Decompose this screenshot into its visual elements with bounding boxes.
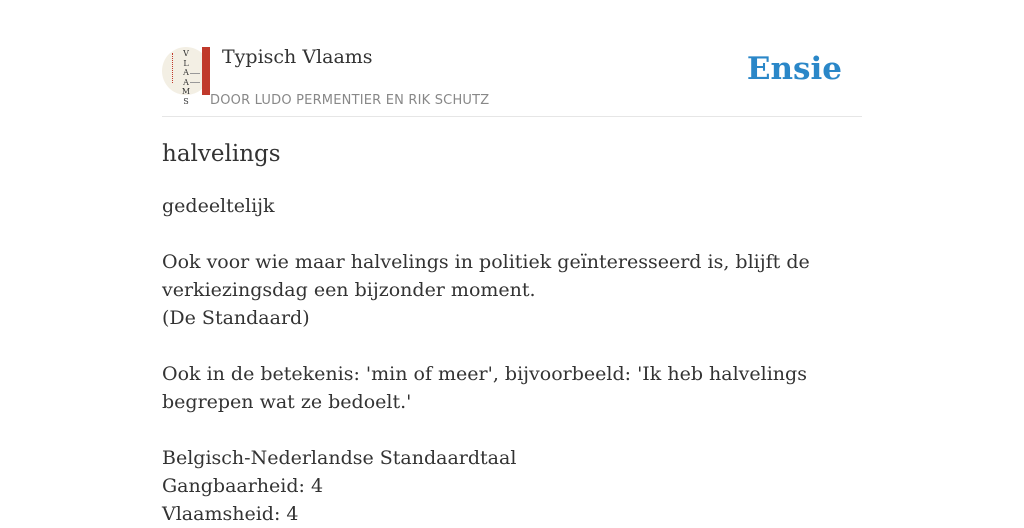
blog-title[interactable]: Typisch Vlaams xyxy=(222,46,373,68)
logo-lines xyxy=(190,73,200,83)
site-header xyxy=(162,44,862,117)
logo-letters: V L A A M S xyxy=(181,49,191,106)
example-quote: Ook voor wie maar halvelings in politiek geïnteresseerd is, blijft de verkiezingsdag een bijzonder moment. xyxy=(162,251,810,301)
ensie-brand-link[interactable]: Ensie xyxy=(746,51,842,87)
meta-vlaamsheid: Vlaamsheid: 4 xyxy=(162,503,299,525)
entry-title: halvelings xyxy=(162,141,281,167)
meta-gangbaarheid: Gangbaarheid: 4 xyxy=(162,475,324,497)
entry-example xyxy=(162,248,862,332)
logo-decoration xyxy=(172,53,175,83)
entry-meta xyxy=(162,444,862,528)
logo-spine xyxy=(202,47,210,95)
meta-language: Belgisch-Nederlandse Standaardtaal xyxy=(162,447,517,469)
entry-definition: gedeeltelijk xyxy=(162,195,275,217)
dictionary-entry xyxy=(162,138,862,528)
example-source: (De Standaard) xyxy=(162,307,310,329)
book-cover-logo[interactable] xyxy=(162,47,210,106)
author-byline: DOOR LUDO PERMENTIER EN RIK SCHUTZ xyxy=(210,93,490,108)
entry-note: Ook in de betekenis: 'min of meer', bijvoorbeeld: 'Ik heb halvelings begrepen wat ze bedoelt.' xyxy=(162,363,807,413)
